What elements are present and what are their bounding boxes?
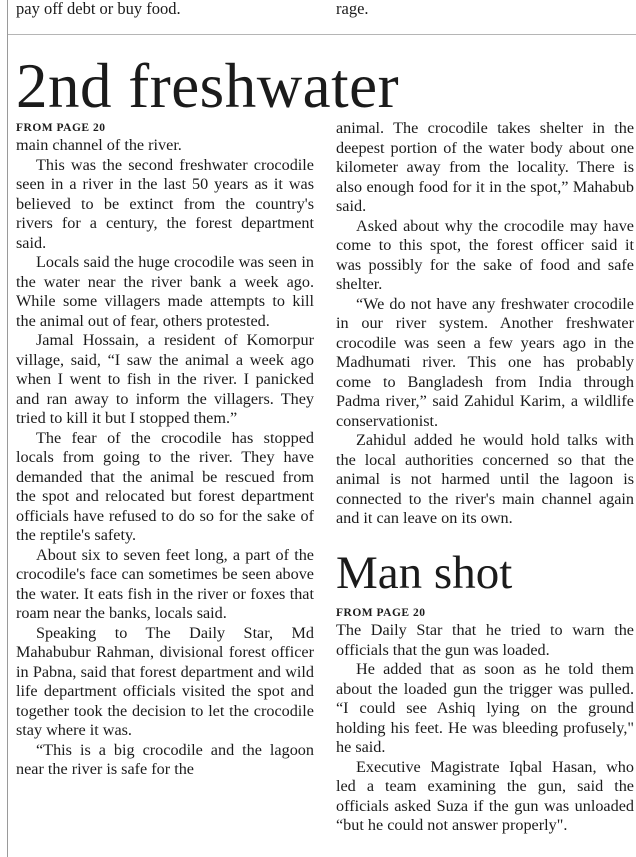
headline-crocodile: 2nd freshwater	[16, 51, 400, 121]
paragraph: Jamal Hossain, a resident of Komorpur village, said, “I saw the animal a week ago when I went to fish in the river. I panicked and ran away to inform the villagers. They tried to kill it but I stopped them.”	[16, 331, 314, 427]
paragraph: animal. The crocodile takes shelter in the deepest portion of the water body about one kilometer away from the locality. There is also enough food for it in the spot,” Mahabub said.	[336, 119, 634, 215]
paragraph: About six to seven feet long, a part of the crocodile's face can sometimes be seen above the water. It eats fish in the river or foxes that roam near the banks, locals said.	[16, 545, 314, 622]
paragraph: Executive Magistrate Iqbal Hasan, who led a team examining the gun, said the officials asked Suza if the gun was unloaded “but he could not answer properly".	[336, 757, 634, 834]
headline-man-shot: Man shot	[336, 547, 513, 599]
previous-story-fragment-left: pay off debt or buy food.	[16, 0, 181, 18]
paragraph: This was the second freshwater crocodile seen in a river in the last 50 years as it was believed to be extinct from the country's rivers for a century, the forest department said.	[16, 155, 314, 252]
story-crocodile-column-left	[16, 120, 314, 780]
column-rule	[7, 0, 8, 857]
paragraph: “This is a big crocodile and the lagoon near the river is safe for the	[16, 740, 314, 778]
story-crocodile-column-right	[336, 119, 634, 529]
paragraph: The fear of the crocodile has stopped locals from going to the river. They have demanded that the animal be rescued from the spot and relocated but forest department officials have refused to do so for the sake of the reptile's safety.	[16, 428, 314, 544]
paragraph: Locals said the huge crocodile was seen in the water near the river bank a week ago. While some villagers made attempts to kill the animal out of fear, others protested.	[16, 253, 314, 330]
paragraph: Zahidul added he would hold talks with the local authorities concerned so that the animal is not harmed until the lagoon is connected to the river's main channel again and it can leave on its own.	[336, 431, 634, 527]
jumpline: FROM PAGE 20	[336, 607, 426, 619]
section-divider	[8, 34, 636, 35]
paragraph: Speaking to The Daily Star, Md Mahabubur Rahman, divisional forest officer in Pabna, said that forest department and wild life department officials visited the spot and together took the decision to let the crocodile stay where it was.	[16, 623, 314, 739]
paragraph: Asked about why the crocodile may have come to this spot, the forest officer said it was possibly for the sake of food and safe shelter.	[336, 216, 634, 293]
paragraph: He added that as soon as he told them about the loaded gun the trigger was pulled. “I could see Ashiq lying on the ground holding his feet. He was bleeding profusely," he said.	[336, 660, 634, 756]
paragraph: “We do not have any freshwater crocodile in our river system. Another freshwater crocodile was seen a few years ago in the Madhumati river. This one has probably come to Bangladesh from India through Padma river,” said Zahidul Karim, a wildlife conservationist.	[336, 294, 634, 430]
paragraph: main channel of the river.	[16, 136, 182, 154]
previous-story-fragment-right: rage.	[336, 0, 369, 18]
story-man-shot-column	[336, 605, 634, 836]
jumpline: FROM PAGE 20	[16, 122, 106, 134]
paragraph: The Daily Star that he tried to warn the officials that the gun was loaded.	[336, 621, 634, 659]
